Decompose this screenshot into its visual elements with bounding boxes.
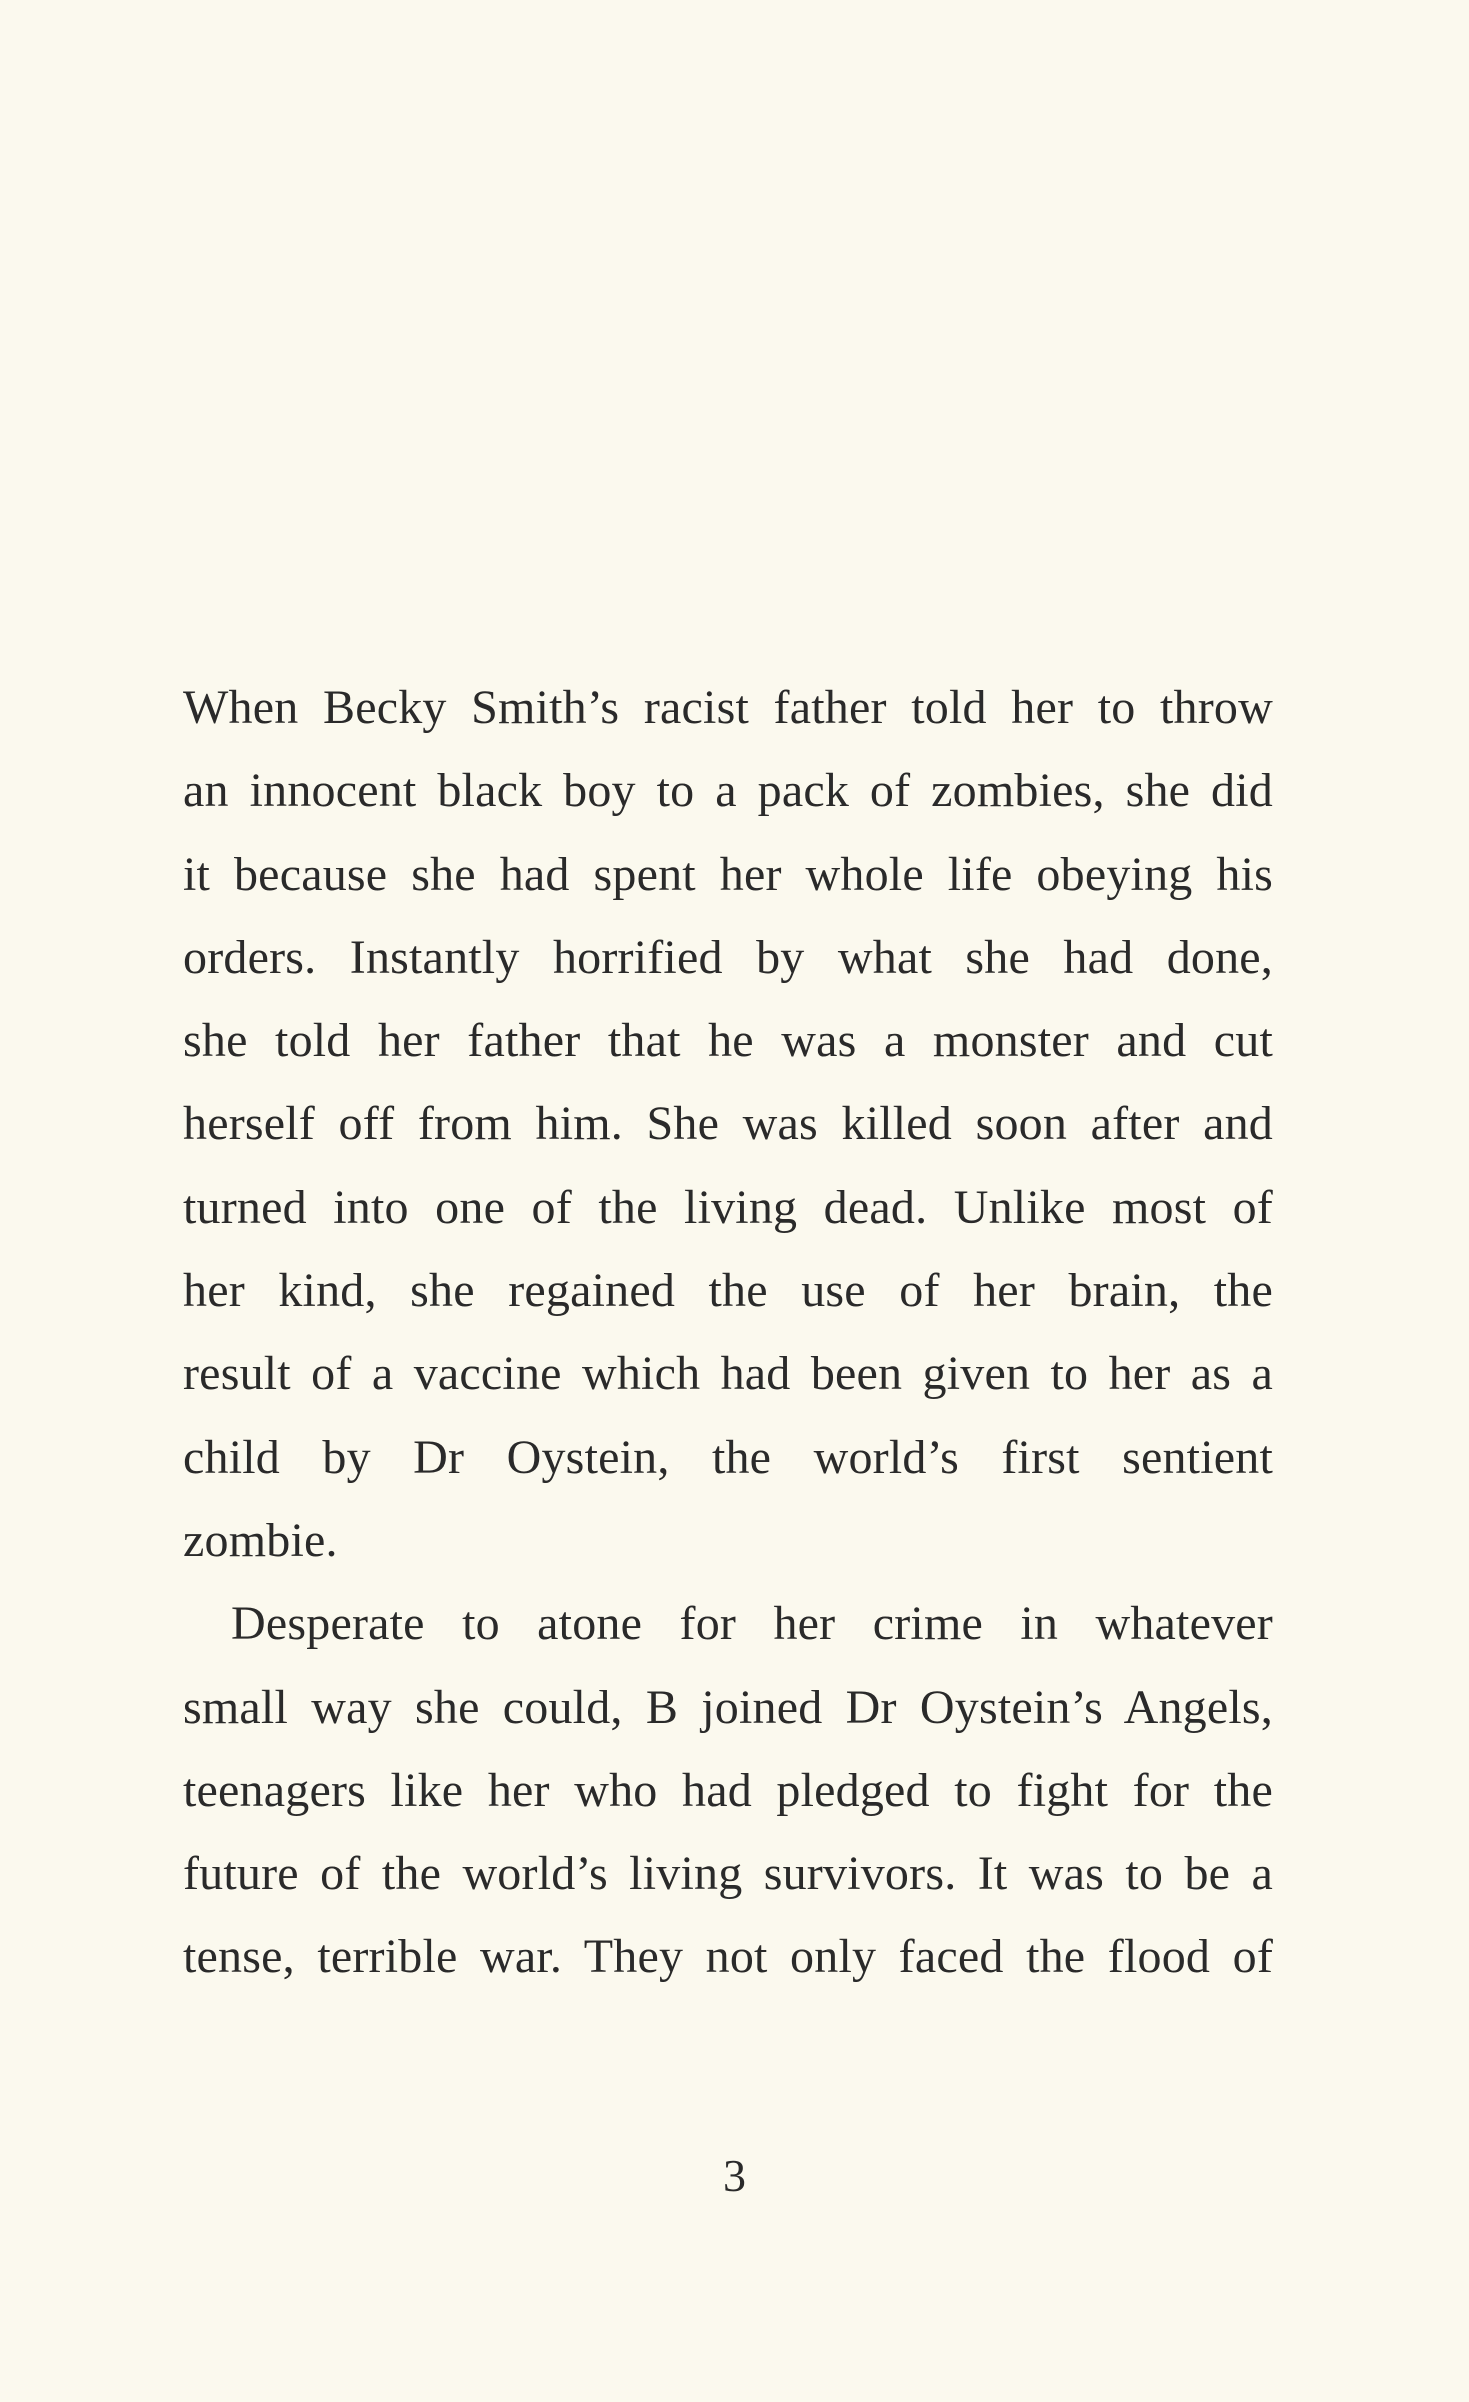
text-line: orders. Instantly horrified by what she had done, [183,930,1273,984]
text-line: an innocent black boy to a pack of zombies, she did [183,764,1273,818]
text-line: small way she could, B joined Dr Oystein’s Angels, [183,1680,1273,1734]
text-line: tense, terrible war. They not only faced the flood of [183,1930,1273,1984]
text-line: future of the world’s living survivors. It was to be a [183,1847,1273,1901]
page-number: 3 [723,2150,746,2201]
text-line: When Becky Smith’s racist father told her to throw [183,681,1273,734]
text-line: her kind, she regained the use of her brain, the [183,1264,1273,1318]
paragraph-2 [183,1582,1273,1998]
text-line: it because she had spent her whole life obeying his [183,847,1273,901]
text-line: zombie. [183,1513,338,1567]
paragraph-1 [183,666,1273,1582]
text-line: she told her father that he was a monster and cut [183,1014,1273,1068]
text-line: child by Dr Oystein, the world’s first sentient [183,1430,1273,1484]
text-line: teenagers like her who had pledged to fight for the [183,1763,1273,1817]
text-line: herself off from him. She was killed soon after and [183,1097,1273,1151]
text-line: turned into one of the living dead. Unlike most of [183,1180,1273,1234]
body-text [183,666,1273,1999]
text-line: result of a vaccine which had been given to her as a [183,1347,1273,1401]
text-line: Desperate to atone for her crime in whatever [231,1597,1273,1651]
